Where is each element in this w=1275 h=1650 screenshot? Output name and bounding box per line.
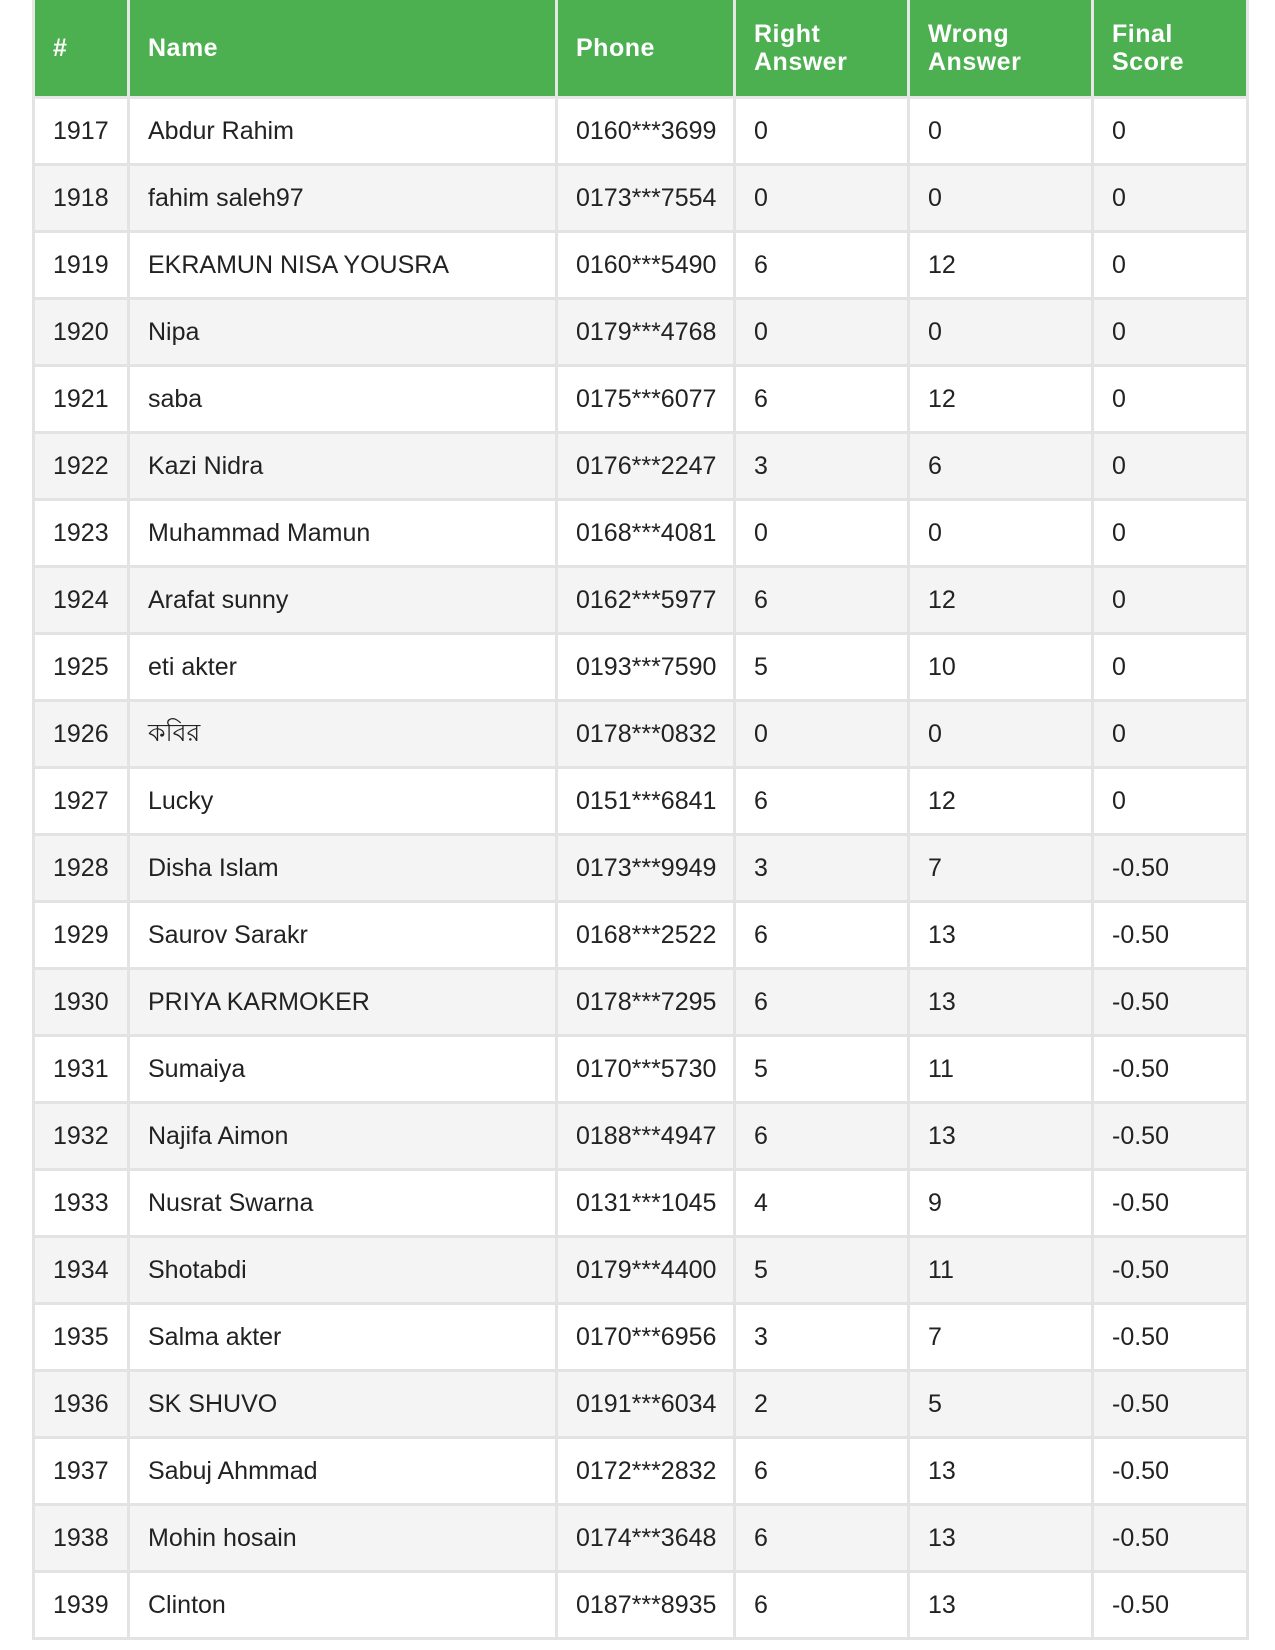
wrong-answer-cell: 0 xyxy=(909,98,1093,165)
wrong-answer-cell: 12 xyxy=(909,768,1093,835)
rank-cell: 1923 xyxy=(34,500,129,567)
table-row xyxy=(34,902,1248,969)
right-answer-cell: 5 xyxy=(735,634,909,701)
final-score-cell: -0.50 xyxy=(1093,1237,1248,1304)
table-row xyxy=(34,433,1248,500)
phone-cell: 0131***1045 xyxy=(557,1170,735,1237)
right-answer-cell: 6 xyxy=(735,567,909,634)
phone-cell: 0176***2247 xyxy=(557,433,735,500)
name-cell: SK SHUVO xyxy=(129,1371,557,1438)
final-score-cell: 0 xyxy=(1093,768,1248,835)
right-answer-cell: 6 xyxy=(735,902,909,969)
right-answer-cell: 2 xyxy=(735,1371,909,1438)
rank-cell: 1925 xyxy=(34,634,129,701)
phone-cell: 0168***4081 xyxy=(557,500,735,567)
table-body xyxy=(34,98,1248,1639)
phone-cell: 0170***6956 xyxy=(557,1304,735,1371)
name-cell: eti akter xyxy=(129,634,557,701)
right-answer-cell: 6 xyxy=(735,969,909,1036)
name-cell: Clinton xyxy=(129,1572,557,1639)
name-cell: Muhammad Mamun xyxy=(129,500,557,567)
rank-cell: 1935 xyxy=(34,1304,129,1371)
table-row xyxy=(34,165,1248,232)
phone-cell: 0172***2832 xyxy=(557,1438,735,1505)
right-answer-cell: 4 xyxy=(735,1170,909,1237)
rank-cell: 1937 xyxy=(34,1438,129,1505)
phone-cell: 0193***7590 xyxy=(557,634,735,701)
table-row xyxy=(34,1371,1248,1438)
rank-cell: 1936 xyxy=(34,1371,129,1438)
right-answer-cell: 6 xyxy=(735,366,909,433)
column-header-final-score: Final Score xyxy=(1093,0,1248,98)
right-answer-cell: 6 xyxy=(735,232,909,299)
column-header-right-answer: Right Answer xyxy=(735,0,909,98)
wrong-answer-cell: 0 xyxy=(909,165,1093,232)
final-score-cell: -0.50 xyxy=(1093,835,1248,902)
final-score-cell: -0.50 xyxy=(1093,1572,1248,1639)
wrong-answer-cell: 13 xyxy=(909,902,1093,969)
table-header xyxy=(34,0,1248,98)
name-cell: Mohin hosain xyxy=(129,1505,557,1572)
wrong-answer-cell: 7 xyxy=(909,835,1093,902)
column-header-name: Name xyxy=(129,0,557,98)
right-answer-cell: 6 xyxy=(735,768,909,835)
wrong-answer-cell: 13 xyxy=(909,1103,1093,1170)
phone-cell: 0178***0832 xyxy=(557,701,735,768)
name-cell: Saurov Sarakr xyxy=(129,902,557,969)
final-score-cell: 0 xyxy=(1093,98,1248,165)
wrong-answer-cell: 11 xyxy=(909,1237,1093,1304)
phone-cell: 0160***3699 xyxy=(557,98,735,165)
rank-cell: 1931 xyxy=(34,1036,129,1103)
phone-cell: 0173***7554 xyxy=(557,165,735,232)
wrong-answer-cell: 0 xyxy=(909,299,1093,366)
final-score-cell: 0 xyxy=(1093,433,1248,500)
rank-cell: 1928 xyxy=(34,835,129,902)
final-score-cell: -0.50 xyxy=(1093,1371,1248,1438)
final-score-cell: -0.50 xyxy=(1093,1170,1248,1237)
rank-cell: 1920 xyxy=(34,299,129,366)
table-row xyxy=(34,98,1248,165)
name-cell: Sumaiya xyxy=(129,1036,557,1103)
right-answer-cell: 3 xyxy=(735,433,909,500)
right-answer-cell: 6 xyxy=(735,1572,909,1639)
name-cell: Abdur Rahim xyxy=(129,98,557,165)
leaderboard-container xyxy=(32,0,1246,1640)
phone-cell: 0188***4947 xyxy=(557,1103,735,1170)
wrong-answer-cell: 7 xyxy=(909,1304,1093,1371)
name-cell: Kazi Nidra xyxy=(129,433,557,500)
phone-cell: 0179***4400 xyxy=(557,1237,735,1304)
table-row xyxy=(34,567,1248,634)
name-cell: saba xyxy=(129,366,557,433)
column-header-phone: Phone xyxy=(557,0,735,98)
name-cell: Shotabdi xyxy=(129,1237,557,1304)
table-row xyxy=(34,969,1248,1036)
right-answer-cell: 0 xyxy=(735,500,909,567)
column-header-rank: # xyxy=(34,0,129,98)
rank-cell: 1933 xyxy=(34,1170,129,1237)
wrong-answer-cell: 9 xyxy=(909,1170,1093,1237)
wrong-answer-cell: 13 xyxy=(909,969,1093,1036)
table-row xyxy=(34,768,1248,835)
final-score-cell: 0 xyxy=(1093,701,1248,768)
wrong-answer-cell: 0 xyxy=(909,500,1093,567)
phone-cell: 0174***3648 xyxy=(557,1505,735,1572)
rank-cell: 1919 xyxy=(34,232,129,299)
phone-cell: 0151***6841 xyxy=(557,768,735,835)
right-answer-cell: 0 xyxy=(735,299,909,366)
wrong-answer-cell: 12 xyxy=(909,232,1093,299)
phone-cell: 0173***9949 xyxy=(557,835,735,902)
name-cell: Disha Islam xyxy=(129,835,557,902)
rank-cell: 1918 xyxy=(34,165,129,232)
table-row xyxy=(34,232,1248,299)
rank-cell: 1921 xyxy=(34,366,129,433)
phone-cell: 0162***5977 xyxy=(557,567,735,634)
table-row xyxy=(34,500,1248,567)
wrong-answer-cell: 11 xyxy=(909,1036,1093,1103)
rank-cell: 1922 xyxy=(34,433,129,500)
rank-cell: 1927 xyxy=(34,768,129,835)
final-score-cell: 0 xyxy=(1093,232,1248,299)
final-score-cell: -0.50 xyxy=(1093,1505,1248,1572)
right-answer-cell: 6 xyxy=(735,1505,909,1572)
phone-cell: 0175***6077 xyxy=(557,366,735,433)
wrong-answer-cell: 12 xyxy=(909,366,1093,433)
final-score-cell: -0.50 xyxy=(1093,1438,1248,1505)
phone-cell: 0160***5490 xyxy=(557,232,735,299)
rank-cell: 1917 xyxy=(34,98,129,165)
right-answer-cell: 6 xyxy=(735,1438,909,1505)
table-row xyxy=(34,1103,1248,1170)
rank-cell: 1939 xyxy=(34,1572,129,1639)
name-cell: Sabuj Ahmmad xyxy=(129,1438,557,1505)
table-row xyxy=(34,835,1248,902)
right-answer-cell: 0 xyxy=(735,165,909,232)
rank-cell: 1934 xyxy=(34,1237,129,1304)
name-cell: Salma akter xyxy=(129,1304,557,1371)
right-answer-cell: 0 xyxy=(735,701,909,768)
header-row xyxy=(34,0,1248,98)
table-row xyxy=(34,1036,1248,1103)
final-score-cell: -0.50 xyxy=(1093,902,1248,969)
right-answer-cell: 5 xyxy=(735,1036,909,1103)
final-score-cell: 0 xyxy=(1093,299,1248,366)
rank-cell: 1938 xyxy=(34,1505,129,1572)
right-answer-cell: 5 xyxy=(735,1237,909,1304)
table-row xyxy=(34,1237,1248,1304)
wrong-answer-cell: 10 xyxy=(909,634,1093,701)
name-cell: EKRAMUN NISA YOUSRA xyxy=(129,232,557,299)
wrong-answer-cell: 6 xyxy=(909,433,1093,500)
wrong-answer-cell: 5 xyxy=(909,1371,1093,1438)
table-row xyxy=(34,634,1248,701)
right-answer-cell: 0 xyxy=(735,98,909,165)
final-score-cell: 0 xyxy=(1093,366,1248,433)
final-score-cell: -0.50 xyxy=(1093,1103,1248,1170)
phone-cell: 0170***5730 xyxy=(557,1036,735,1103)
rank-cell: 1932 xyxy=(34,1103,129,1170)
final-score-cell: 0 xyxy=(1093,567,1248,634)
right-answer-cell: 3 xyxy=(735,1304,909,1371)
wrong-answer-cell: 13 xyxy=(909,1505,1093,1572)
phone-cell: 0178***7295 xyxy=(557,969,735,1036)
name-cell: fahim saleh97 xyxy=(129,165,557,232)
wrong-answer-cell: 13 xyxy=(909,1438,1093,1505)
table-row xyxy=(34,1572,1248,1639)
leaderboard-table xyxy=(32,0,1249,1640)
name-cell: Najifa Aimon xyxy=(129,1103,557,1170)
name-cell: PRIYA KARMOKER xyxy=(129,969,557,1036)
right-answer-cell: 3 xyxy=(735,835,909,902)
wrong-answer-cell: 12 xyxy=(909,567,1093,634)
wrong-answer-cell: 0 xyxy=(909,701,1093,768)
name-cell: কবির xyxy=(129,701,557,768)
rank-cell: 1924 xyxy=(34,567,129,634)
phone-cell: 0168***2522 xyxy=(557,902,735,969)
rank-cell: 1929 xyxy=(34,902,129,969)
table-row xyxy=(34,1505,1248,1572)
table-row xyxy=(34,1170,1248,1237)
name-cell: Nipa xyxy=(129,299,557,366)
final-score-cell: 0 xyxy=(1093,500,1248,567)
name-cell: Nusrat Swarna xyxy=(129,1170,557,1237)
phone-cell: 0179***4768 xyxy=(557,299,735,366)
table-row xyxy=(34,366,1248,433)
column-header-wrong-answer: Wrong Answer xyxy=(909,0,1093,98)
table-row xyxy=(34,1438,1248,1505)
final-score-cell: 0 xyxy=(1093,165,1248,232)
right-answer-cell: 6 xyxy=(735,1103,909,1170)
table-row xyxy=(34,1304,1248,1371)
final-score-cell: 0 xyxy=(1093,634,1248,701)
rank-cell: 1926 xyxy=(34,701,129,768)
rank-cell: 1930 xyxy=(34,969,129,1036)
final-score-cell: -0.50 xyxy=(1093,1036,1248,1103)
final-score-cell: -0.50 xyxy=(1093,1304,1248,1371)
phone-cell: 0191***6034 xyxy=(557,1371,735,1438)
phone-cell: 0187***8935 xyxy=(557,1572,735,1639)
name-cell: Arafat sunny xyxy=(129,567,557,634)
wrong-answer-cell: 13 xyxy=(909,1572,1093,1639)
table-row xyxy=(34,701,1248,768)
name-cell: Lucky xyxy=(129,768,557,835)
final-score-cell: -0.50 xyxy=(1093,969,1248,1036)
table-row xyxy=(34,299,1248,366)
